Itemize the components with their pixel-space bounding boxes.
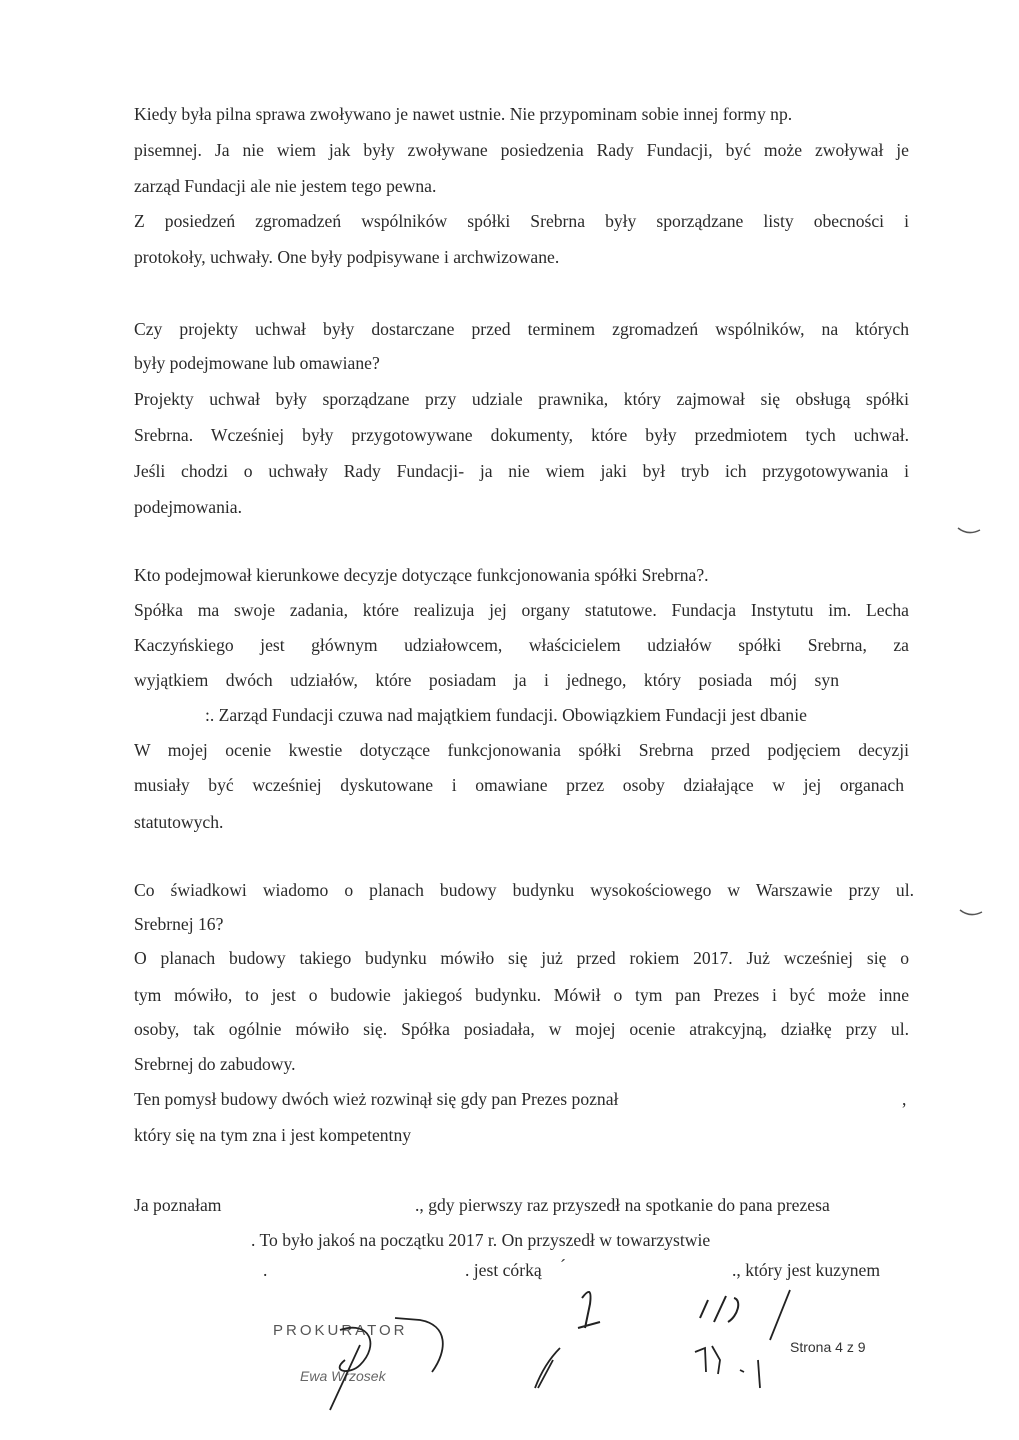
text-line: Jeśli chodzi o uchwały Rady Fundacji- ja nie wiem jaki był tryb ich przygotowywania i bbox=[134, 461, 909, 481]
text-line: ., gdy pierwszy raz przyszedł na spotkanie do pana prezesa bbox=[415, 1195, 830, 1215]
text-line: osoby, tak ogólnie mówiło się. Spółka posiadała, w mojej ocenie atrakcyjną, działkę przy ul. bbox=[134, 1019, 909, 1039]
text-line: Ja poznałam bbox=[134, 1195, 222, 1215]
text-line: Spółka ma swoje zadania, które realizuja jej organy statutowe. Fundacja Instytutu im. Lecha bbox=[134, 600, 909, 620]
initial-mark bbox=[700, 1296, 738, 1322]
initial-mark bbox=[535, 1348, 560, 1388]
question-line: Kto podejmował kierunkowe decyzje dotyczące funkcjonowania spółki Srebrna?. bbox=[134, 565, 709, 585]
text-line: musiały być wcześniej dyskutowane i omawiane przez osoby działające w jej organach bbox=[134, 775, 904, 795]
text-line: Kiedy była pilna sprawa zwoływano je nawet ustnie. Nie przypominam sobie innej formy np. bbox=[134, 104, 793, 124]
stamp-signature bbox=[330, 1318, 443, 1410]
text-line: tym mówiło, to jest o budowie jakiegoś budynku. Mówił o tym pan Prezes i być może inne bbox=[134, 985, 909, 1005]
text-line: zarząd Fundacji ale nie jestem tego pewna. bbox=[134, 176, 437, 196]
text-line: Kaczyńskiego jest głównym udziałowcem, właścicielem udziałów spółki Srebrna, za bbox=[134, 635, 909, 655]
question-line: Srebrnej 16? bbox=[134, 914, 224, 934]
page-number: Strona 4 z 9 bbox=[790, 1339, 866, 1355]
initial-mark bbox=[578, 1292, 600, 1328]
text-line: ˊ bbox=[560, 1256, 566, 1276]
text-line: Srebrnej do zabudowy. bbox=[134, 1054, 296, 1074]
stamp-title: PROKURATOR bbox=[273, 1322, 408, 1339]
text-line: ., który jest kuzynem bbox=[732, 1260, 881, 1280]
question-line: Czy projekty uchwał były dostarczane przed terminem zgromadzeń wspólników, na których bbox=[134, 319, 909, 339]
text-line: podejmowania. bbox=[134, 497, 242, 517]
text-line: O planach budowy takiego budynku mówiło się już przed rokiem 2017. Już wcześniej się o bbox=[134, 948, 909, 968]
stamp-name: Ewa Wrzosek bbox=[300, 1368, 386, 1384]
text-line: . To było jakoś na początku 2017 r. On przyszedł w towarzystwie bbox=[251, 1230, 711, 1250]
initial-mark bbox=[695, 1346, 760, 1388]
text-line: statutowych. bbox=[134, 812, 224, 832]
text-line: pisemnej. Ja nie wiem jak były zwoływane posiedzenia Rady Fundacji, być może zwoływał je bbox=[134, 140, 909, 160]
text-line: Srebrna. Wcześniej były przygotowywane dokumenty, które były przedmiotem tych uchwał. bbox=[134, 425, 909, 445]
text-line: . bbox=[263, 1260, 268, 1280]
text-line: Z posiedzeń zgromadzeń wspólników spółki Srebrna były sporządzane listy obecności i bbox=[134, 211, 909, 231]
text-line: Projekty uchwał były sporządzane przy udziale prawnika, który zajmował się obsługą spółki bbox=[134, 389, 909, 409]
text-line: Ten pomysł budowy dwóch wież rozwinął się gdy pan Prezes poznał bbox=[134, 1089, 619, 1109]
text-line: W mojej ocenie kwestie dotyczące funkcjonowania spółki Srebrna przed podjęciem decyzji bbox=[134, 740, 909, 760]
question-line: Co świadkowi wiadomo o planach budowy budynku wysokościowego w Warszawie przy ul. bbox=[134, 880, 914, 900]
text-line: :. Zarząd Fundacji czuwa nad majątkiem fundacji. Obowiązkiem Fundacji jest dbanie bbox=[205, 705, 807, 725]
initial-mark bbox=[770, 1290, 790, 1340]
text-line: . jest córką bbox=[465, 1260, 542, 1280]
text-line: który się na tym zna i jest kompetentny bbox=[134, 1125, 412, 1145]
text-line: wyjątkiem dwóch udziałów, które posiadam ja i jednego, który posiada mój syn bbox=[134, 670, 839, 690]
text-line: , bbox=[902, 1089, 907, 1109]
text-line: protokoły, uchwały. One były podpisywane i archwizowane. bbox=[134, 247, 560, 267]
question-line: były podejmowane lub omawiane? bbox=[134, 353, 380, 373]
